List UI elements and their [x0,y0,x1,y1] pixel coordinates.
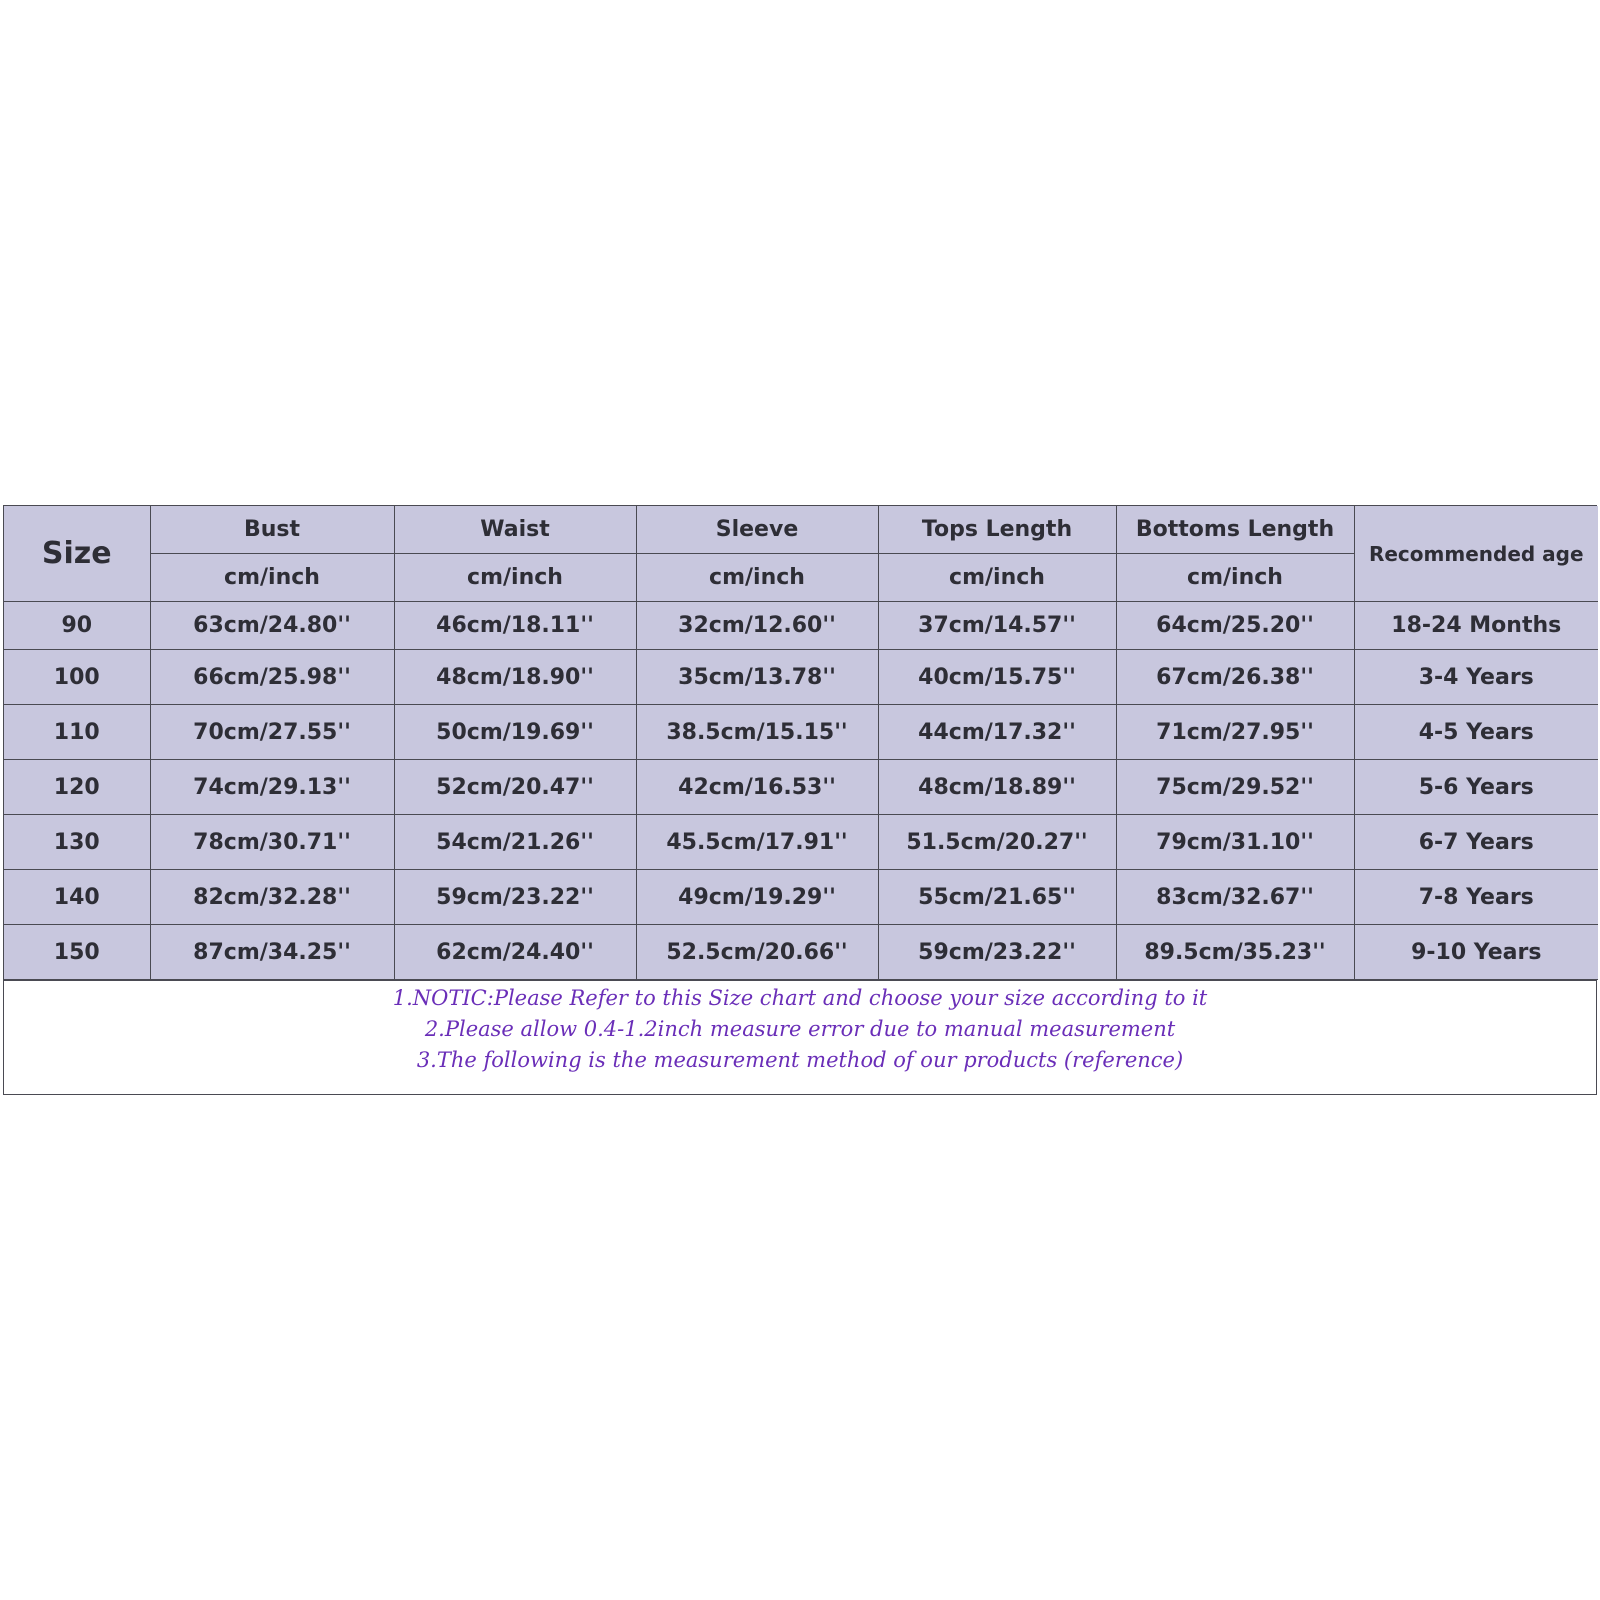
measurement-cell: 44cm/17.32'' [878,705,1116,760]
size-cell: 150 [4,925,150,980]
column-header-tops-length: Tops Length [878,506,1116,554]
measurement-cell: 66cm/25.98'' [150,650,394,705]
age-cell: 5-6 Years [1354,760,1598,815]
unit-label: cm/inch [394,554,636,602]
measurement-cell: 49cm/19.29'' [636,870,878,925]
measurement-cell: 78cm/30.71'' [150,815,394,870]
unit-label: cm/inch [1116,554,1354,602]
measurement-cell: 40cm/15.75'' [878,650,1116,705]
age-cell: 4-5 Years [1354,705,1598,760]
size-cell: 100 [4,650,150,705]
measurement-cell: 50cm/19.69'' [394,705,636,760]
age-header: Recommended age [1354,506,1598,602]
size-cell: 130 [4,815,150,870]
age-cell: 18-24 Months [1354,602,1598,650]
table-row [4,870,1598,925]
table-row [4,602,1598,650]
measurement-cell: 42cm/16.53'' [636,760,878,815]
measurement-cell: 48cm/18.90'' [394,650,636,705]
table-row [4,760,1598,815]
measurement-cell: 71cm/27.95'' [1116,705,1354,760]
age-cell: 3-4 Years [1354,650,1598,705]
unit-label: cm/inch [150,554,394,602]
note-line: 1.NOTIC:Please Refer to this Size chart and choose your size according to it [392,986,1208,1010]
notes [4,980,1596,1094]
header-row [4,506,1598,554]
size-chart [3,505,1597,1095]
age-cell: 6-7 Years [1354,815,1598,870]
measurement-cell: 82cm/32.28'' [150,870,394,925]
measurement-cell: 87cm/34.25'' [150,925,394,980]
measurement-cell: 63cm/24.80'' [150,602,394,650]
table-row [4,650,1598,705]
measurement-cell: 52.5cm/20.66'' [636,925,878,980]
table-body [4,506,1598,980]
note-line: 2.Please allow 0.4-1.2inch measure error due to manual measurement [424,1017,1176,1041]
unit-label: cm/inch [636,554,878,602]
size-cell: 120 [4,760,150,815]
measurement-cell: 35cm/13.78'' [636,650,878,705]
measurement-cell: 54cm/21.26'' [394,815,636,870]
note-line: 3.The following is the measurement method of our products (reference) [416,1048,1184,1072]
column-header-waist: Waist [394,506,636,554]
size-cell: 140 [4,870,150,925]
measurement-cell: 83cm/32.67'' [1116,870,1354,925]
measurement-cell: 52cm/20.47'' [394,760,636,815]
size-header: Size [4,506,150,602]
measurement-cell: 59cm/23.22'' [394,870,636,925]
column-header-bottoms-length: Bottoms Length [1116,506,1354,554]
measurement-cell: 37cm/14.57'' [878,602,1116,650]
measurement-cell: 32cm/12.60'' [636,602,878,650]
column-header-bust: Bust [150,506,394,554]
table-row [4,815,1598,870]
measurement-cell: 59cm/23.22'' [878,925,1116,980]
unit-label: cm/inch [878,554,1116,602]
measurement-cell: 74cm/29.13'' [150,760,394,815]
measurement-cell: 79cm/31.10'' [1116,815,1354,870]
size-cell: 110 [4,705,150,760]
measurement-cell: 64cm/25.20'' [1116,602,1354,650]
measurement-cell: 70cm/27.55'' [150,705,394,760]
measurement-cell: 75cm/29.52'' [1116,760,1354,815]
measurement-cell: 38.5cm/15.15'' [636,705,878,760]
table-row [4,925,1598,980]
measurement-cell: 55cm/21.65'' [878,870,1116,925]
measurement-cell: 51.5cm/20.27'' [878,815,1116,870]
measurement-cell: 48cm/18.89'' [878,760,1116,815]
age-cell: 9-10 Years [1354,925,1598,980]
table-row [4,705,1598,760]
measurement-cell: 45.5cm/17.91'' [636,815,878,870]
measurement-cell: 46cm/18.11'' [394,602,636,650]
age-cell: 7-8 Years [1354,870,1598,925]
size-cell: 90 [4,602,150,650]
measurement-cell: 62cm/24.40'' [394,925,636,980]
size-table [4,506,1598,980]
measurement-cell: 67cm/26.38'' [1116,650,1354,705]
measurement-cell: 89.5cm/35.23'' [1116,925,1354,980]
column-header-sleeve: Sleeve [636,506,878,554]
